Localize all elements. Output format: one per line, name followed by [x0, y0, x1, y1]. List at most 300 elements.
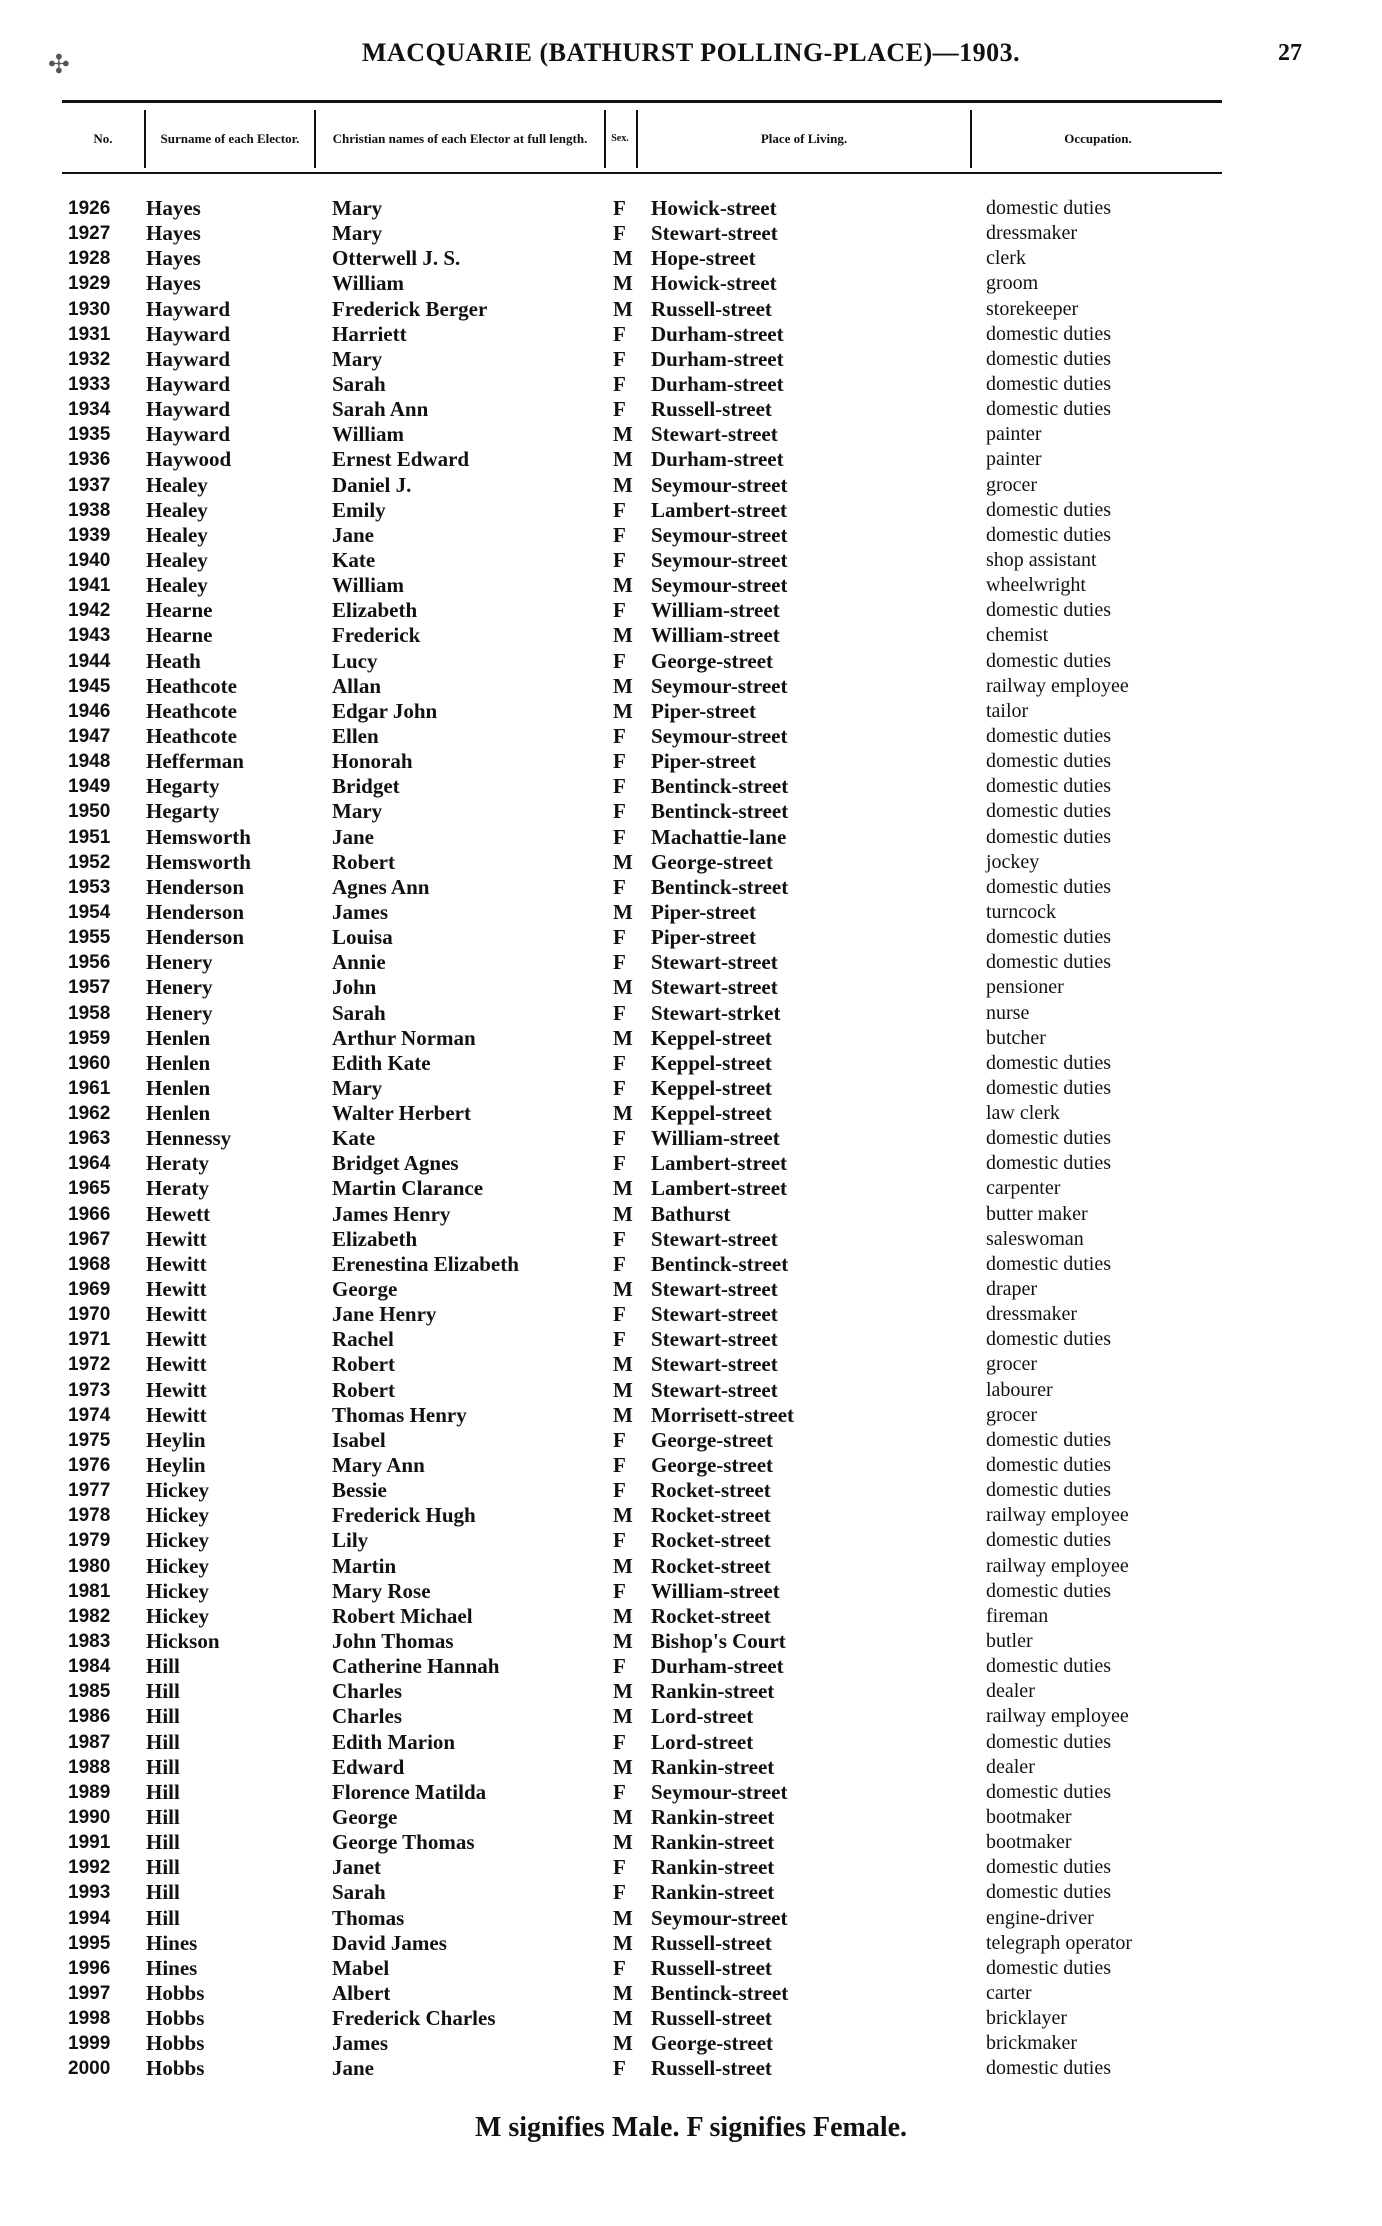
elector-sex: F	[613, 723, 626, 748]
elector-surname: Hewitt	[146, 1377, 207, 1402]
elector-place-of-living: Seymour-street	[651, 723, 788, 748]
elector-sex: M	[613, 573, 633, 598]
table-row	[0, 2006, 1382, 2031]
elector-surname: Henlen	[146, 1050, 211, 1075]
elector-place-of-living: Keppel-street	[651, 1050, 772, 1075]
elector-sex: M	[613, 1201, 633, 1226]
elector-number: 1955	[68, 927, 111, 949]
elector-occupation: bootmaker	[986, 1831, 1072, 1854]
elector-surname: Hewett	[146, 1201, 211, 1226]
elector-number: 1926	[68, 198, 111, 219]
table-row	[0, 1730, 1382, 1755]
table-row	[0, 1001, 1382, 1026]
elector-occupation: domestic duties	[986, 951, 1111, 974]
elector-christian-names: Sarah Ann	[332, 397, 429, 422]
elector-occupation: domestic duties	[986, 750, 1111, 773]
elector-sex: F	[613, 950, 626, 975]
elector-number: 1971	[68, 1329, 111, 1351]
table-row	[0, 950, 1382, 975]
elector-christian-names: Thomas Henry	[332, 1402, 467, 1427]
elector-christian-names: Walter Herbert	[332, 1101, 471, 1126]
elector-surname: Heraty	[146, 1176, 209, 1201]
elector-surname: Hayward	[146, 371, 230, 396]
table-row	[0, 1654, 1382, 1679]
elector-occupation: carter	[986, 1981, 1032, 2004]
elector-christian-names: Isabel	[332, 1427, 386, 1452]
elector-occupation: storekeeper	[986, 297, 1079, 320]
table-row	[0, 1302, 1382, 1327]
elector-christian-names: Kate	[332, 1126, 376, 1151]
table-row	[0, 1378, 1382, 1403]
elector-occupation: saleswoman	[986, 1227, 1084, 1250]
table-row	[0, 674, 1382, 699]
elector-surname: Hayes	[146, 196, 201, 220]
elector-christian-names: Agnes Ann	[332, 874, 430, 899]
elector-number: 1945	[68, 675, 111, 697]
elector-occupation: domestic duties	[986, 599, 1111, 622]
elector-occupation: butter maker	[986, 1202, 1088, 1225]
elector-number: 1983	[68, 1631, 111, 1653]
elector-sex: M	[613, 975, 633, 1000]
elector-number: 1958	[68, 1002, 111, 1024]
elector-christian-names: Lucy	[332, 648, 378, 673]
elector-surname: Hewitt	[146, 1277, 207, 1302]
elector-christian-names: Jane Henry	[332, 1302, 437, 1327]
elector-occupation: domestic duties	[986, 1956, 1111, 1979]
elector-place-of-living: William-street	[651, 1578, 780, 1603]
elector-number: 1951	[68, 826, 111, 848]
elector-sex: M	[613, 1025, 633, 1050]
elector-surname: Hickey	[146, 1503, 209, 1528]
elector-christian-names: Lily	[332, 1528, 369, 1553]
table-row	[0, 1704, 1382, 1729]
elector-number: 1930	[68, 298, 111, 320]
elector-christian-names: Jane	[332, 824, 374, 849]
column-headers	[62, 106, 1222, 170]
table-row	[0, 1453, 1382, 1478]
elector-sex: F	[613, 824, 626, 849]
elector-christian-names: Erenestina Elizabeth	[332, 1251, 519, 1276]
elector-occupation: wheelwright	[986, 574, 1086, 597]
elector-occupation: labourer	[986, 1378, 1053, 1401]
elector-number: 1992	[68, 1857, 111, 1879]
elector-occupation: domestic duties	[986, 875, 1111, 898]
elector-place-of-living: Stewart-street	[651, 1327, 778, 1352]
elector-christian-names: Charles	[332, 1704, 402, 1729]
table-row	[0, 724, 1382, 749]
elector-place-of-living: Machattie-lane	[651, 824, 787, 849]
elector-surname: Hegarty	[146, 799, 220, 824]
elector-occupation: domestic duties	[986, 1152, 1111, 1175]
table-row	[0, 1277, 1382, 1302]
elector-christian-names: Robert	[332, 1352, 395, 1377]
elector-surname: Heraty	[146, 1151, 209, 1176]
elector-surname: Hewitt	[146, 1352, 207, 1377]
elector-number: 1946	[68, 700, 111, 722]
elector-place-of-living: Piper-street	[651, 698, 756, 723]
elector-place-of-living: Seymour-street	[651, 1905, 788, 1930]
elector-place-of-living: Bentinck-street	[651, 874, 789, 899]
elector-occupation: domestic duties	[986, 1529, 1111, 1552]
elector-christian-names: Edith Marion	[332, 1729, 456, 1754]
elector-sex: F	[613, 1050, 626, 1075]
elector-christian-names: Mary Ann	[332, 1453, 425, 1478]
table-row	[0, 1554, 1382, 1579]
elector-place-of-living: George-street	[651, 849, 774, 874]
elector-sex: F	[613, 221, 626, 246]
elector-sex: M	[613, 246, 633, 271]
table-row	[0, 1151, 1382, 1176]
elector-christian-names: Mary Rose	[332, 1578, 431, 1603]
table-row	[0, 1026, 1382, 1051]
elector-sex: F	[613, 1427, 626, 1452]
table-row	[0, 1176, 1382, 1201]
elector-occupation: dressmaker	[986, 1303, 1078, 1326]
elector-sex: M	[613, 271, 633, 296]
elector-number: 1947	[68, 725, 111, 747]
elector-number: 1974	[68, 1404, 111, 1426]
elector-sex: F	[613, 321, 626, 346]
elector-christian-names: Edgar John	[332, 698, 438, 723]
elector-number: 1927	[68, 223, 111, 245]
elector-christian-names: Honorah	[332, 749, 413, 774]
elector-surname: Hobbs	[146, 2006, 205, 2031]
elector-christian-names: Edith Kate	[332, 1050, 431, 1075]
elector-occupation: grocer	[986, 1403, 1038, 1426]
elector-place-of-living: Bentinck-street	[651, 1251, 789, 1276]
top-rule	[62, 100, 1222, 103]
elector-christian-names: Frederick Hugh	[332, 1503, 476, 1528]
elector-place-of-living: Russell-street	[651, 1930, 772, 1955]
elector-occupation: railway employee	[986, 1705, 1129, 1728]
elector-surname: Henderson	[146, 874, 245, 899]
elector-occupation: telegraph operator	[986, 1931, 1133, 1954]
elector-surname: Hearne	[146, 623, 213, 648]
table-row	[0, 1428, 1382, 1453]
elector-sex: M	[613, 2006, 633, 2031]
table-row	[0, 246, 1382, 271]
elector-occupation: domestic duties	[986, 1479, 1111, 1502]
elector-surname: Hill	[146, 1855, 180, 1880]
elector-occupation: domestic duties	[986, 1780, 1111, 1803]
elector-surname: Hayes	[146, 271, 201, 296]
elector-occupation: grocer	[986, 1353, 1038, 1376]
elector-surname: Hill	[146, 1704, 180, 1729]
table-row	[0, 473, 1382, 498]
elector-place-of-living: Rankin-street	[651, 1880, 775, 1905]
elector-number: 1960	[68, 1052, 111, 1074]
elector-sex: F	[613, 522, 626, 547]
elector-christian-names: George	[332, 1277, 398, 1302]
elector-surname: Hegarty	[146, 774, 220, 799]
elector-christian-names: Frederick Berger	[332, 296, 488, 321]
elector-surname: Hemsworth	[146, 824, 251, 849]
elector-sex: F	[613, 1578, 626, 1603]
table-row	[0, 1880, 1382, 1905]
table-row	[0, 1679, 1382, 1704]
elector-christian-names: Bessie	[332, 1478, 387, 1503]
elector-occupation: railway employee	[986, 674, 1129, 697]
elector-occupation: domestic duties	[986, 1252, 1111, 1275]
elector-number: 1975	[68, 1429, 111, 1451]
elector-surname: Heathcote	[146, 698, 237, 723]
elector-surname: Henery	[146, 950, 213, 975]
table-row	[0, 1352, 1382, 1377]
elector-number: 1942	[68, 600, 111, 622]
elector-surname: Hickson	[146, 1629, 220, 1654]
table-row	[0, 221, 1382, 246]
elector-christian-names: Martin	[332, 1553, 397, 1578]
elector-christian-names: Allan	[332, 673, 382, 698]
table-row	[0, 271, 1382, 296]
elector-christian-names: Mary	[332, 799, 383, 824]
elector-number: 1964	[68, 1153, 111, 1175]
elector-occupation: turncock	[986, 900, 1056, 923]
elector-occupation: domestic duties	[986, 1655, 1111, 1678]
elector-christian-names: Kate	[332, 547, 376, 572]
elector-place-of-living: George-street	[651, 2031, 774, 2056]
elector-sex: F	[613, 1327, 626, 1352]
elector-sex: M	[613, 1176, 633, 1201]
elector-number: 1952	[68, 851, 111, 873]
elector-number: 1982	[68, 1605, 111, 1627]
elector-surname: Healey	[146, 497, 208, 522]
elector-place-of-living: Stewart-street	[651, 950, 778, 975]
elector-number: 1997	[68, 1982, 111, 2004]
table-row	[0, 1956, 1382, 1981]
table-row	[0, 850, 1382, 875]
elector-place-of-living: Durham-street	[651, 371, 784, 396]
elector-number: 1929	[68, 273, 111, 295]
elector-surname: Hobbs	[146, 1980, 205, 2005]
table-row	[0, 1327, 1382, 1352]
elector-surname: Heathcote	[146, 723, 237, 748]
elector-christian-names: Martin Clarance	[332, 1176, 484, 1201]
elector-place-of-living: Hope-street	[651, 246, 756, 271]
elector-number: 1940	[68, 549, 111, 571]
elector-place-of-living: Lambert-street	[651, 1151, 788, 1176]
elector-occupation: domestic duties	[986, 800, 1111, 823]
elector-surname: Hill	[146, 1805, 180, 1829]
elector-number: 1936	[68, 449, 111, 471]
elector-christian-names: Jane	[332, 2056, 374, 2081]
elector-surname: Hill	[146, 1779, 180, 1804]
elector-number: 1959	[68, 1027, 111, 1049]
elector-surname: Healey	[146, 547, 208, 572]
elector-sex: F	[613, 774, 626, 799]
elector-surname: Hayward	[146, 397, 230, 422]
elector-christian-names: William	[332, 573, 404, 598]
elector-occupation: bootmaker	[986, 1806, 1072, 1828]
elector-surname: Hickey	[146, 1478, 209, 1503]
elector-surname: Hewitt	[146, 1302, 207, 1327]
elector-place-of-living: Morrisett-street	[651, 1402, 795, 1427]
elector-surname: Henderson	[146, 925, 245, 950]
elector-sex: M	[613, 1930, 633, 1955]
elector-surname: Heath	[146, 648, 201, 673]
elector-sex: M	[613, 849, 633, 874]
elector-christian-names: Mary	[332, 346, 383, 371]
elector-occupation: carpenter	[986, 1177, 1061, 1200]
elector-surname: Hayward	[146, 346, 230, 371]
elector-occupation: domestic duties	[986, 1579, 1111, 1602]
table-row	[0, 825, 1382, 850]
elector-surname: Henlen	[146, 1101, 211, 1126]
elector-christian-names: Mabel	[332, 1955, 390, 1980]
elector-occupation: domestic duties	[986, 1127, 1111, 1150]
elector-occupation: domestic duties	[986, 926, 1111, 949]
elector-occupation: domestic duties	[986, 197, 1111, 219]
elector-sex: F	[613, 1855, 626, 1880]
elector-sex: M	[613, 472, 633, 497]
elector-sex: M	[613, 1805, 633, 1829]
elector-sex: F	[613, 1779, 626, 1804]
elector-number: 1981	[68, 1580, 111, 1602]
elector-surname: Hill	[146, 1729, 180, 1754]
elector-number: 1993	[68, 1882, 111, 1904]
header-bottom-rule	[62, 172, 1222, 174]
elector-surname: Henlen	[146, 1075, 211, 1100]
elector-surname: Hewitt	[146, 1226, 207, 1251]
elector-occupation: pensioner	[986, 976, 1064, 999]
table-row	[0, 1931, 1382, 1956]
column-separator	[144, 110, 146, 168]
elector-sex: M	[613, 1553, 633, 1578]
table-row	[0, 372, 1382, 397]
elector-place-of-living: William-street	[651, 598, 780, 623]
elector-occupation: domestic duties	[986, 1454, 1111, 1477]
elector-place-of-living: George-street	[651, 1427, 774, 1452]
elector-occupation: domestic duties	[986, 372, 1111, 395]
elector-occupation: domestic duties	[986, 1881, 1111, 1904]
elector-occupation: domestic duties	[986, 2057, 1111, 2080]
elector-christian-names: Annie	[332, 950, 386, 975]
column-header-place-of-living: Place of Living.	[760, 130, 848, 146]
elector-occupation: domestic duties	[986, 724, 1111, 747]
elector-surname: Henery	[146, 975, 213, 1000]
table-row	[0, 573, 1382, 598]
elector-occupation: domestic duties	[986, 825, 1111, 848]
elector-sex: F	[613, 1478, 626, 1503]
elector-christian-names: Ernest Edward	[332, 447, 470, 472]
elector-occupation: railway employee	[986, 1504, 1129, 1527]
elector-number: 1949	[68, 776, 111, 798]
elector-sex: M	[613, 698, 633, 723]
table-row	[0, 875, 1382, 900]
elector-sex: F	[613, 1226, 626, 1251]
table-row	[0, 1051, 1382, 1076]
column-header-surname: Surname of each Elector.	[160, 130, 300, 146]
elector-sex: F	[613, 1880, 626, 1905]
elector-surname: Henery	[146, 1000, 213, 1025]
elector-number: 1986	[68, 1706, 111, 1728]
elector-place-of-living: Rocket-street	[651, 1503, 771, 1528]
elector-number: 1988	[68, 1756, 111, 1778]
elector-number: 1939	[68, 524, 111, 546]
elector-christian-names: George Thomas	[332, 1830, 475, 1855]
elector-place-of-living: Durham-street	[651, 1654, 784, 1679]
elector-surname: Hines	[146, 1930, 198, 1955]
elector-occupation: dealer	[986, 1755, 1035, 1778]
elector-number: 1965	[68, 1178, 111, 1200]
table-row	[0, 1604, 1382, 1629]
column-header-christian-names: Christian names of each Elector at full length.	[332, 130, 588, 146]
footer-legend: M signifies Male. F signifies Female.	[474, 2112, 908, 2143]
elector-occupation: domestic duties	[986, 1856, 1111, 1879]
elector-occupation: shop assistant	[986, 548, 1097, 571]
elector-number: 1950	[68, 801, 111, 823]
elector-christian-names: Otterwell J. S.	[332, 246, 461, 271]
elector-number: 1984	[68, 1656, 111, 1678]
elector-christian-names: Florence Matilda	[332, 1779, 487, 1804]
elector-sex: M	[613, 899, 633, 924]
elector-number: 1944	[68, 650, 111, 672]
elector-christian-names: George	[332, 1805, 398, 1829]
elector-christian-names: Thomas	[332, 1905, 405, 1930]
elector-christian-names: Sarah	[332, 1000, 386, 1025]
elector-number: 1953	[68, 876, 111, 898]
table-row	[0, 1528, 1382, 1553]
elector-place-of-living: Rankin-street	[651, 1855, 775, 1880]
elector-place-of-living: Russell-street	[651, 296, 772, 321]
ink-smudge-icon: ✣	[48, 50, 70, 80]
elector-surname: Hewitt	[146, 1251, 207, 1276]
elector-christian-names: Rachel	[332, 1327, 394, 1352]
elector-sex: F	[613, 1302, 626, 1327]
column-separator	[970, 110, 972, 168]
elector-place-of-living: Seymour-street	[651, 522, 788, 547]
elector-place-of-living: Rocket-street	[651, 1528, 771, 1553]
elector-occupation: fireman	[986, 1604, 1049, 1627]
elector-number: 1937	[68, 474, 111, 496]
table-row	[0, 1478, 1382, 1503]
column-header-no: No.	[93, 130, 113, 146]
elector-sex: F	[613, 196, 626, 220]
elector-sex: M	[613, 447, 633, 472]
elector-christian-names: Charles	[332, 1679, 402, 1704]
page-title: MACQUARIE (BATHURST POLLING-PLACE)—1903.	[361, 38, 1021, 67]
column-header-sex: Sex.	[611, 132, 629, 144]
elector-sex: M	[613, 1402, 633, 1427]
elector-occupation: grocer	[986, 473, 1038, 496]
elector-occupation: domestic duties	[986, 1730, 1111, 1753]
elector-place-of-living: Durham-street	[651, 346, 784, 371]
elector-place-of-living: Keppel-street	[651, 1101, 772, 1126]
elector-christian-names: Sarah	[332, 371, 386, 396]
elector-place-of-living: Rocket-street	[651, 1603, 771, 1628]
elector-occupation: bricklayer	[986, 2007, 1068, 2030]
elector-sex: F	[613, 925, 626, 950]
elector-sex: M	[613, 1980, 633, 2005]
elector-surname: Heylin	[146, 1427, 206, 1452]
elector-place-of-living: Lambert-street	[651, 497, 788, 522]
elector-occupation: domestic duties	[986, 523, 1111, 546]
elector-number: 2000	[68, 2058, 111, 2080]
table-row	[0, 900, 1382, 925]
table-row	[0, 196, 1382, 221]
elector-place-of-living: Stewart-street	[651, 221, 778, 246]
elector-number: 1973	[68, 1379, 111, 1401]
elector-place-of-living: Russell-street	[651, 2056, 772, 2081]
elector-surname: Hill	[146, 1830, 180, 1855]
elector-sex: M	[613, 1754, 633, 1779]
elector-sex: F	[613, 1729, 626, 1754]
elector-christian-names: James	[332, 899, 388, 924]
elector-sex: F	[613, 1000, 626, 1025]
table-row	[0, 598, 1382, 623]
elector-surname: Hayward	[146, 296, 230, 321]
elector-place-of-living: Howick-street	[651, 271, 777, 296]
